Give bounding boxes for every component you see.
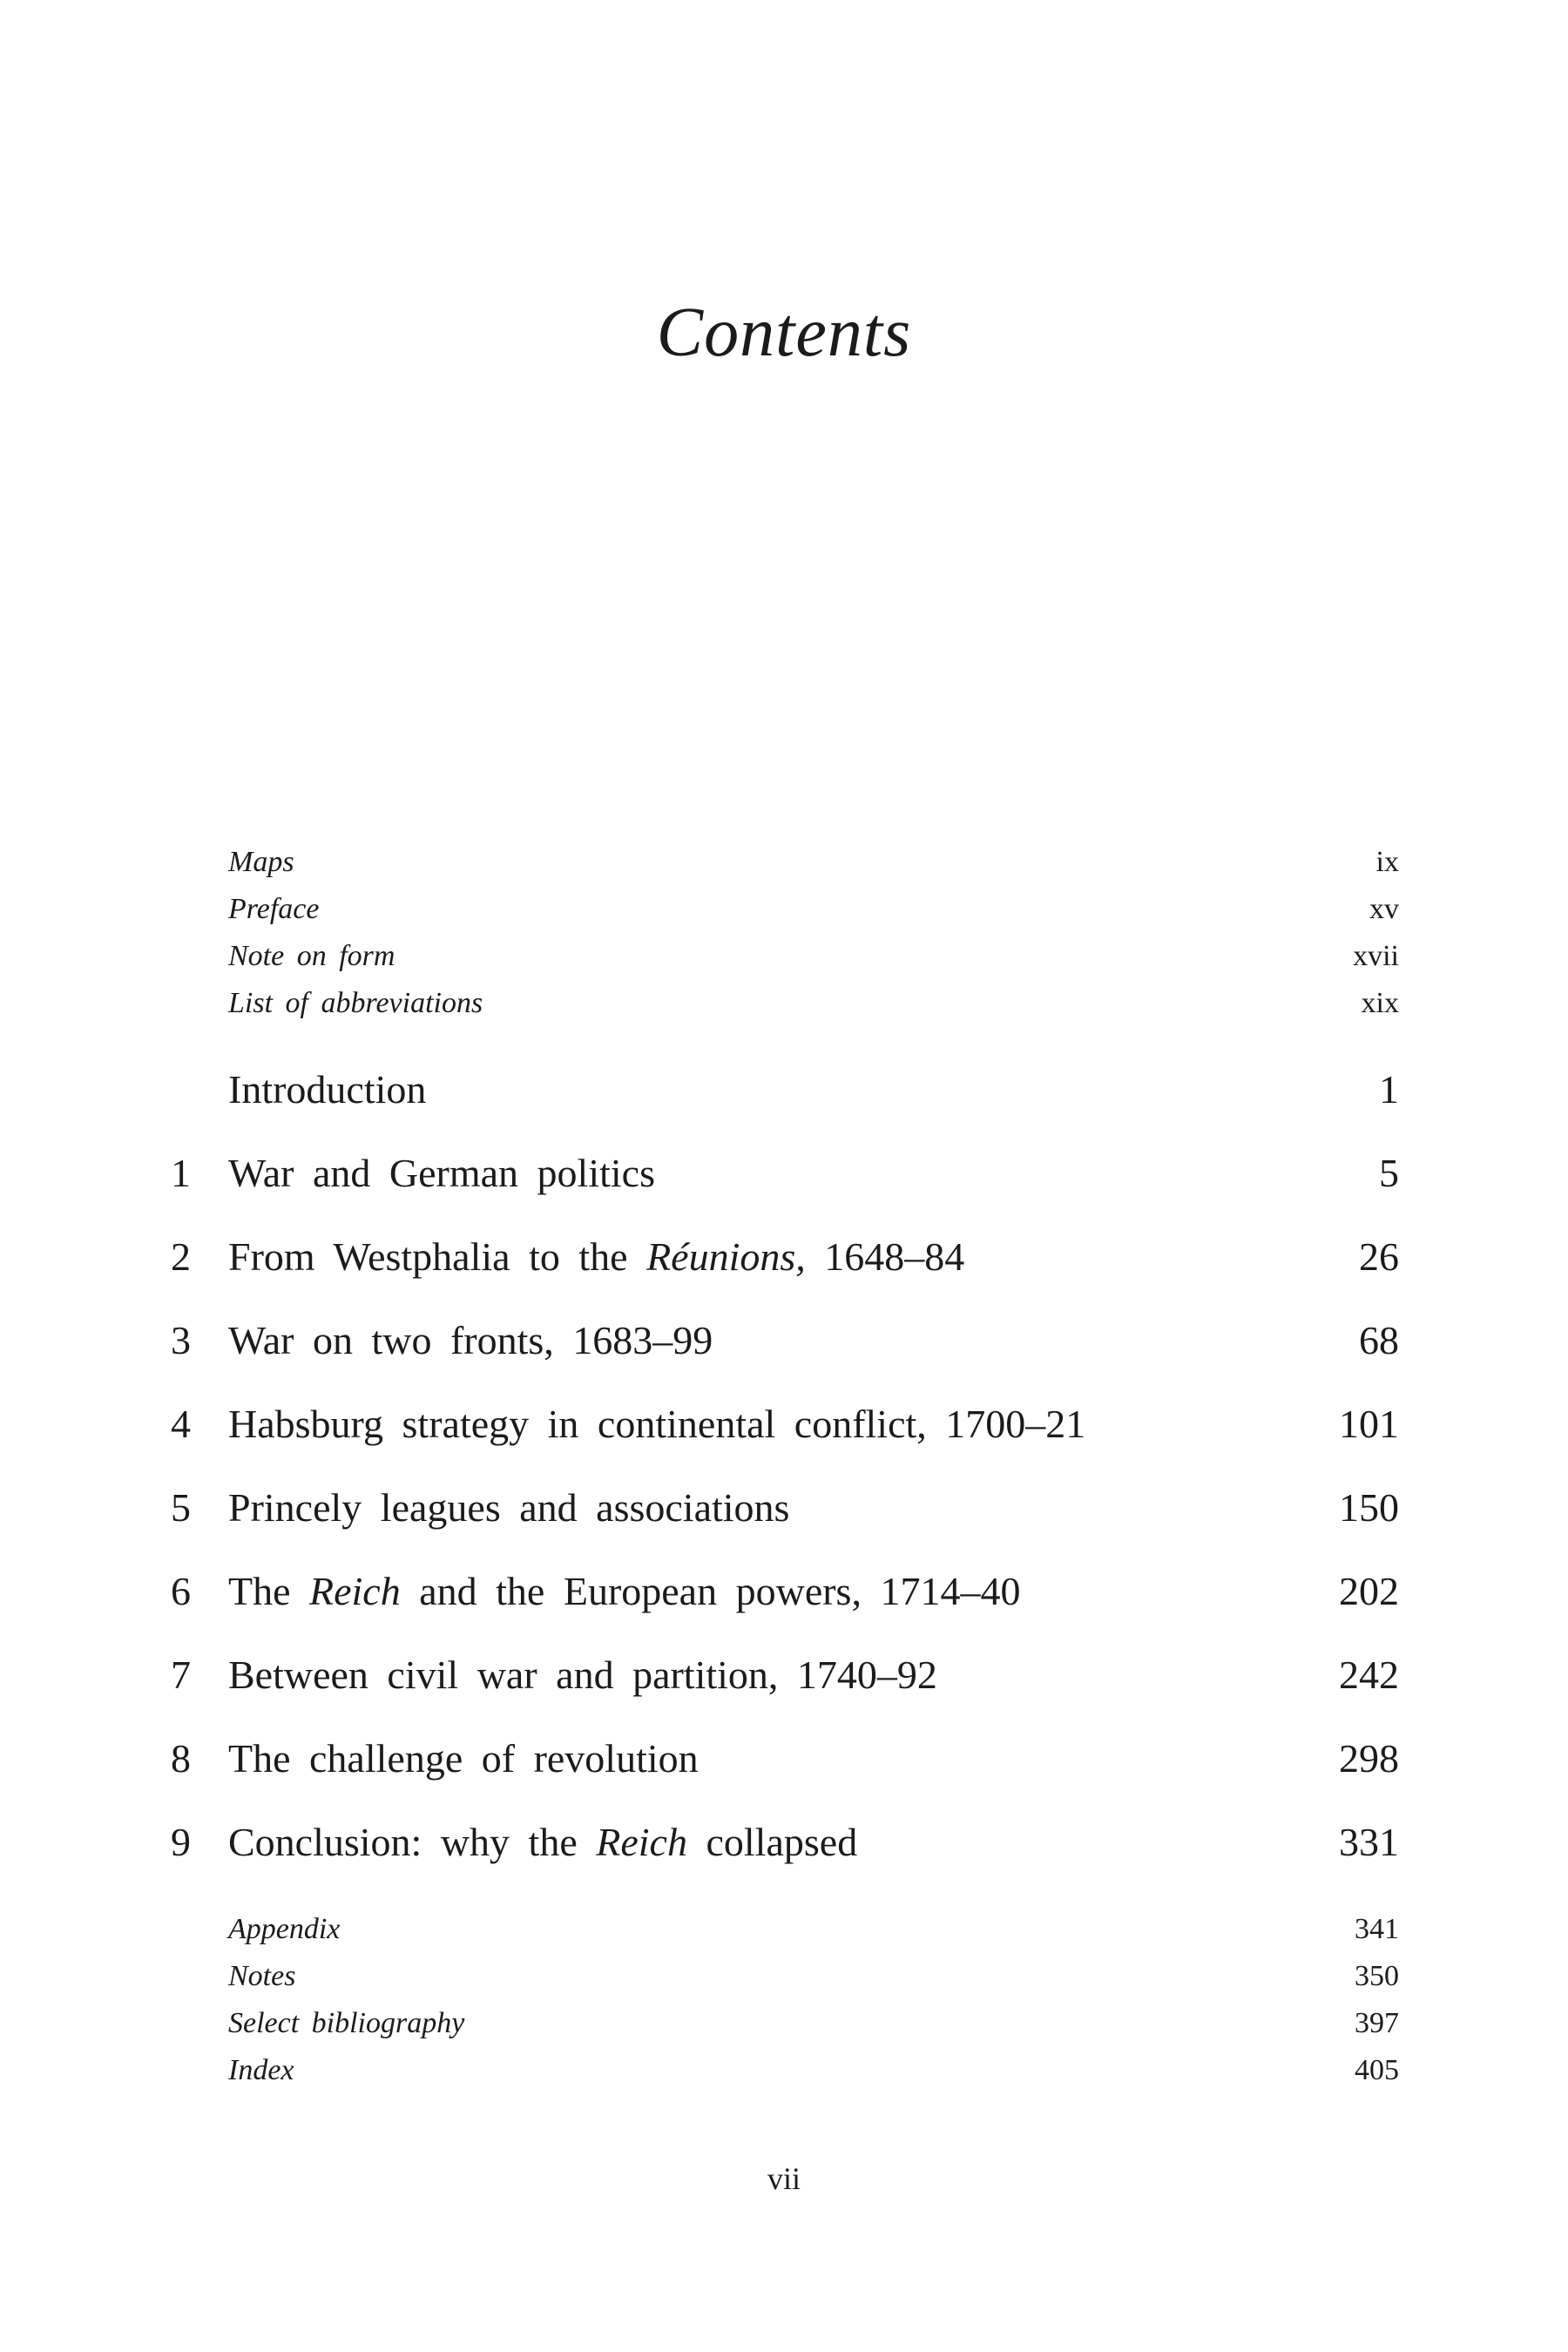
chapter-number: 5 (171, 1485, 191, 1530)
toc-entry-title: Maps (228, 846, 294, 878)
chapter-title-text: 1648–84 (824, 1234, 965, 1279)
toc-entry-title: Notes (228, 1960, 296, 1992)
page-title: Contents (656, 294, 912, 371)
chapter-title: Princely leagues and associations (228, 1485, 790, 1530)
toc-entry-chapter-6[interactable] (171, 1561, 1399, 1631)
toc-entry-abbreviations[interactable] (171, 982, 1399, 1051)
chapter-number: 8 (171, 1736, 191, 1781)
chapter-title-text: From Westphalia to the (228, 1234, 628, 1279)
chapter-page: 26 (1359, 1234, 1399, 1279)
toc-entry-page: 350 (1355, 1960, 1399, 1992)
chapter-page: 331 (1339, 1820, 1399, 1864)
chapter-title (228, 1227, 964, 1288)
toc-entry-title: Note on form (228, 940, 395, 972)
chapter-number: 6 (171, 1569, 191, 1613)
chapter-page: 242 (1339, 1652, 1399, 1697)
toc-entry-chapter-5[interactable] (171, 1477, 1399, 1547)
chapter-title-text: collapsed (706, 1820, 858, 1864)
toc-entry-page: xvii (1353, 940, 1399, 972)
toc-entry-chapter-7[interactable] (171, 1645, 1399, 1714)
toc-entry-title: Preface (228, 893, 320, 925)
chapter-page: 5 (1379, 1151, 1399, 1195)
toc-entry-page: ix (1375, 846, 1399, 878)
toc-entry-page: xix (1361, 987, 1399, 1019)
toc-entry-index[interactable] (171, 2049, 1399, 2119)
chapter-title: War on two fronts, 1683–99 (228, 1318, 713, 1362)
toc-entry-introduction[interactable] (171, 1059, 1399, 1129)
chapter-title (228, 1561, 1020, 1622)
chapter-title: Between civil war and partition, 1740–92 (228, 1652, 937, 1697)
chapter-title-text: The (228, 1569, 291, 1613)
chapter-title-italic: Reich (309, 1569, 401, 1613)
chapter-page: 202 (1339, 1569, 1399, 1613)
chapter-title-italic: Réunions, (646, 1234, 806, 1279)
chapter-page: 101 (1339, 1402, 1399, 1446)
chapter-number: 3 (171, 1318, 191, 1362)
chapter-title: Habsburg strategy in continental conflict, 1700–21 (228, 1402, 1086, 1446)
toc-entry-page: 405 (1355, 2054, 1399, 2086)
chapter-title: The challenge of revolution (228, 1736, 699, 1781)
chapter-title (228, 1812, 857, 1873)
toc-entry-chapter-2[interactable] (171, 1227, 1399, 1296)
toc-entry-title: List of abbreviations (228, 987, 483, 1019)
chapter-number: 7 (171, 1652, 191, 1697)
toc-entry-page: 341 (1355, 1913, 1399, 1945)
chapter-number: 2 (171, 1234, 191, 1279)
chapter-page: 298 (1339, 1736, 1399, 1781)
chapter-number: 4 (171, 1402, 191, 1446)
chapter-page: 68 (1359, 1318, 1399, 1362)
toc-entry-chapter-8[interactable] (171, 1728, 1399, 1798)
toc-entry-page: 397 (1355, 2007, 1399, 2039)
chapter-number: 9 (171, 1820, 191, 1864)
chapter-page: 150 (1339, 1485, 1399, 1530)
toc-entry-chapter-4[interactable] (171, 1394, 1399, 1463)
toc-entry-chapter-3[interactable] (171, 1310, 1399, 1380)
toc-entry-title: Select bibliography (228, 2007, 465, 2039)
chapter-number: 1 (171, 1151, 191, 1195)
toc-entry-title: Index (228, 2054, 294, 2086)
chapter-page: 1 (1379, 1067, 1399, 1112)
toc-entry-chapter-9[interactable] (171, 1812, 1399, 1882)
chapter-title: Introduction (228, 1067, 427, 1112)
toc-entry-title: Appendix (228, 1913, 341, 1945)
page-number: vii (767, 2161, 801, 2196)
toc-entry-chapter-1[interactable] (171, 1143, 1399, 1213)
chapter-title-italic: Reich (596, 1820, 687, 1864)
chapter-title: War and German politics (228, 1151, 655, 1195)
toc-entry-page: xv (1369, 893, 1399, 925)
chapter-title-text: Conclusion: why the (228, 1820, 578, 1864)
chapter-title-text: and the European powers, 1714–40 (419, 1569, 1021, 1613)
